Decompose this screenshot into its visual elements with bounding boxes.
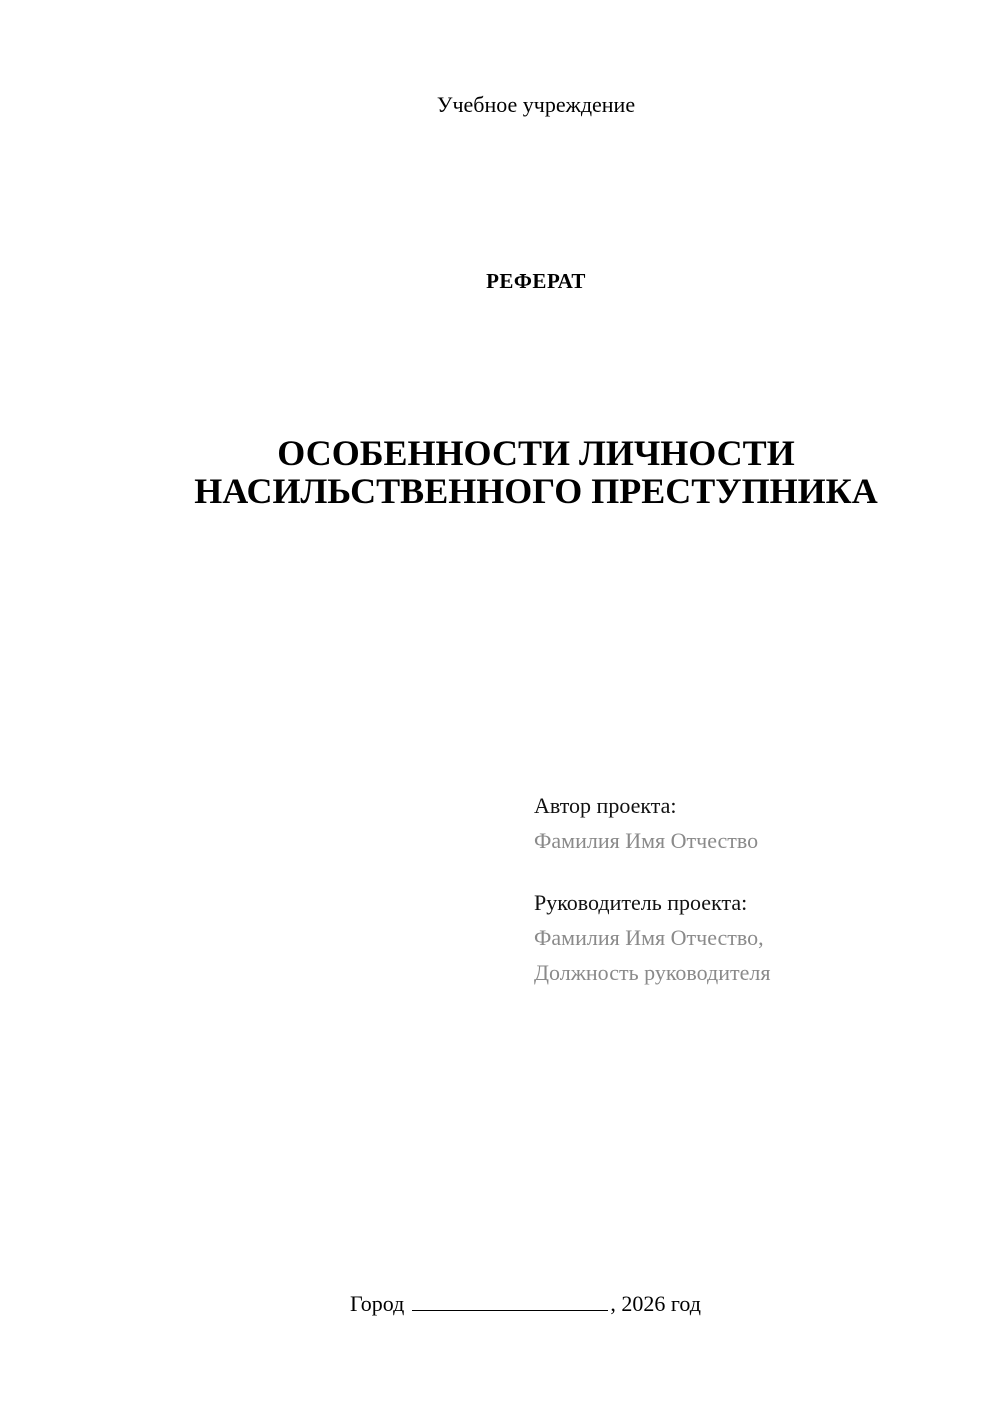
document-title [0, 434, 1000, 510]
supervisor-position: Должность руководителя [534, 960, 771, 985]
supervisor-name: Фамилия Имя Отчество, [534, 925, 764, 950]
spacer [534, 858, 954, 885]
year-text: , 2026 год [610, 1291, 701, 1316]
title-line-2: НАСИЛЬСТВЕННОГО ПРЕСТУПНИКА [194, 471, 878, 511]
document-type: РЕФЕРАТ [486, 269, 586, 293]
author-name: Фамилия Имя Отчество [534, 828, 759, 853]
supervisor-label: Руководитель проекта: [534, 890, 748, 915]
authors-block [534, 788, 954, 990]
title-line-1: ОСОБЕННОСТИ ЛИЧНОСТИ [277, 433, 795, 473]
city-year-line [350, 1290, 701, 1318]
institution-name: Учебное учреждение [436, 92, 636, 117]
city-label: Город [350, 1291, 405, 1316]
author-label: Автор проекта: [534, 793, 677, 818]
city-blank-underline [412, 1292, 608, 1311]
